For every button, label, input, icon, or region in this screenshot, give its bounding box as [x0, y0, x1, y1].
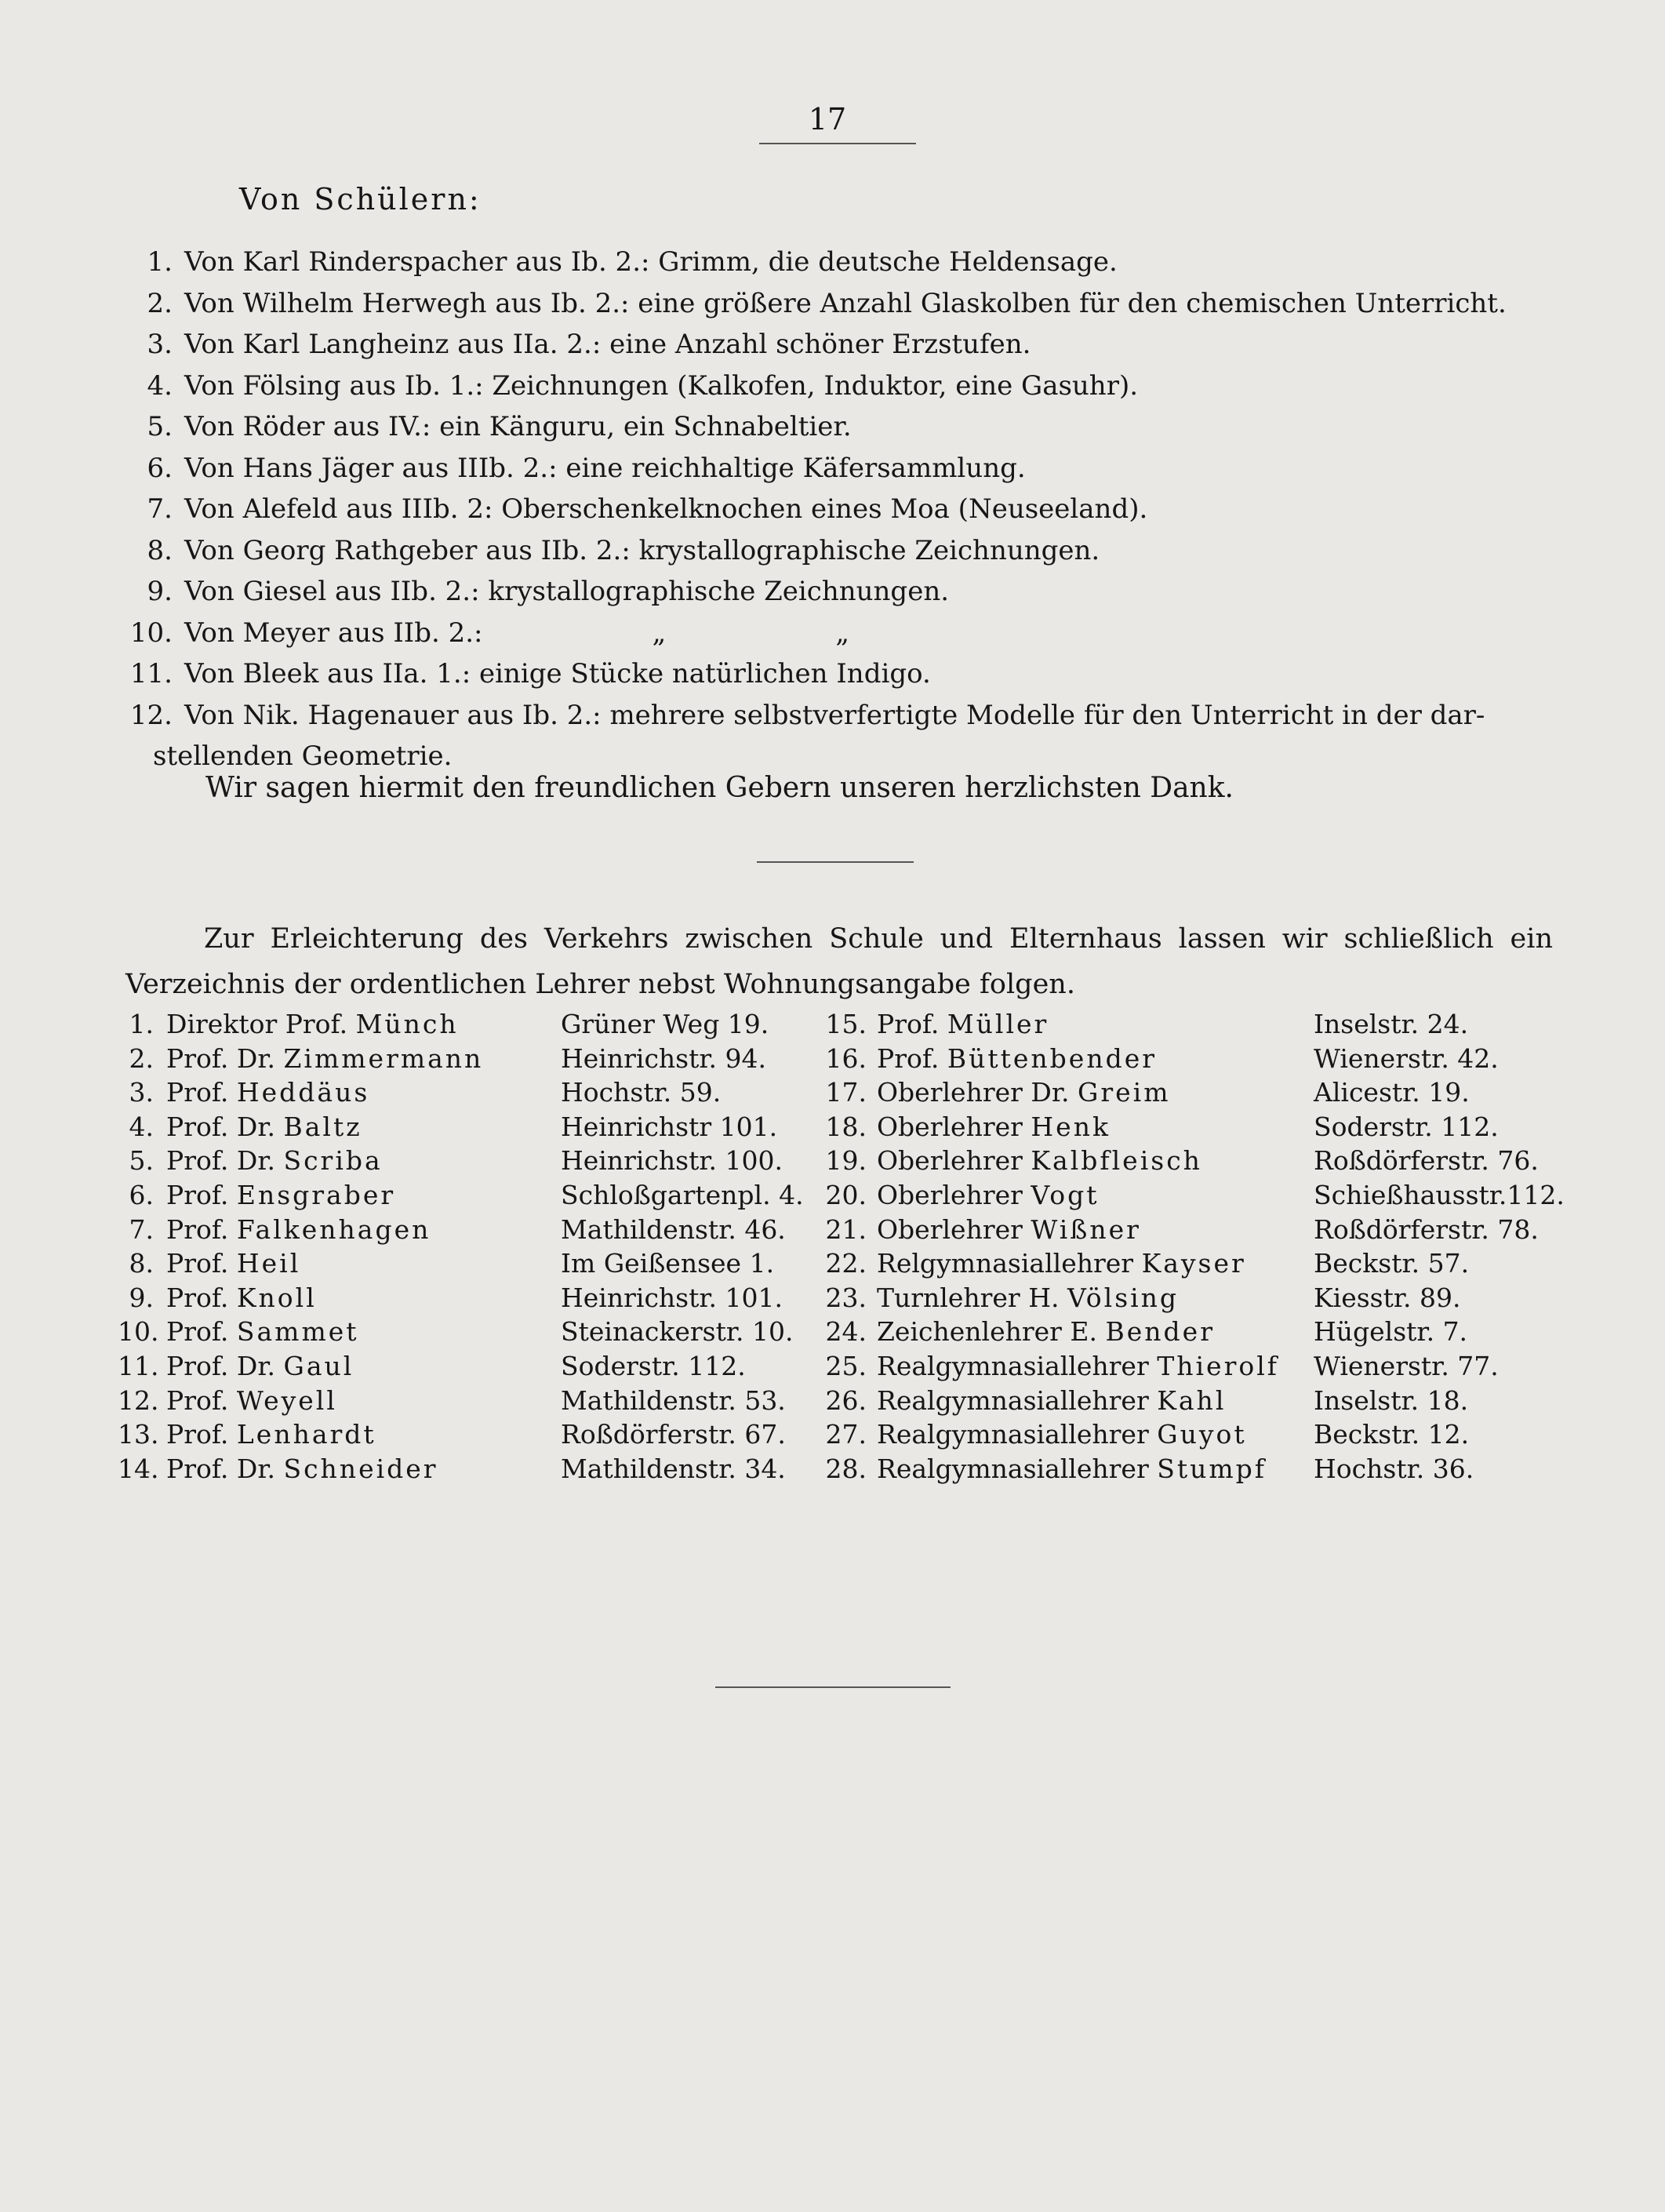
teacher-name	[166, 1417, 376, 1452]
teacher-row	[118, 1315, 1576, 1349]
section-heading: Von Schülern:	[239, 182, 482, 216]
donation-text: Von Fölsing aus Ib. 1.: Zeichnungen (Kalkofen, Induktor, eine Gasuhr).	[184, 369, 1139, 402]
teacher-surname: Heil	[236, 1248, 301, 1279]
teacher-surname: Stumpf	[1157, 1453, 1267, 1484]
teacher-name	[877, 1315, 1215, 1349]
teacher-name	[166, 1007, 459, 1042]
teacher-address: Inselstr. 24.	[1314, 1009, 1469, 1039]
teacher-row	[118, 1042, 1576, 1076]
teacher-title: Prof. Dr.	[166, 1042, 275, 1074]
teacher-number: 3.	[129, 1077, 154, 1108]
teacher-name	[877, 1144, 1202, 1178]
closing-thanks: Wir sagen hiermit den freundlichen Gebern unseren herzlichsten Dank.	[205, 772, 1234, 804]
end-divider	[715, 1686, 951, 1688]
teacher-title: Prof.	[166, 1384, 229, 1416]
donation-text: Von Giesel aus IIb. 2.: krystallographische Zeichnungen.	[184, 576, 950, 607]
teacher-address: Schloßgartenpl. 4.	[561, 1179, 804, 1210]
teacher-title: Realgymnasiallehrer	[877, 1453, 1149, 1484]
teacher-name	[166, 1042, 483, 1076]
donation-item	[118, 366, 1561, 407]
teacher-title: Prof. Dr.	[166, 1350, 275, 1381]
teacher-title: Prof.	[166, 1179, 229, 1210]
teacher-surname: Kalbfleisch	[1031, 1145, 1202, 1177]
teacher-surname: Knoll	[236, 1282, 317, 1313]
teacher-address: Roßdörferstr. 78.	[1314, 1213, 1539, 1245]
teacher-surname: Münch	[355, 1009, 459, 1039]
page-number: 17	[808, 102, 847, 136]
teacher-surname: Ensgraber	[236, 1179, 396, 1210]
teacher-title: Prof.	[166, 1248, 229, 1279]
teacher-address: Soderstr. 112.	[1314, 1111, 1499, 1142]
teacher-number: 24.	[825, 1316, 867, 1348]
teacher-name	[166, 1315, 359, 1349]
teacher-title: Realgymnasiallehrer	[877, 1384, 1149, 1416]
teacher-surname: Falkenhagen	[236, 1213, 431, 1245]
teacher-number: 23.	[825, 1282, 867, 1313]
teacher-title: Prof.	[166, 1077, 229, 1108]
teacher-name	[166, 1110, 362, 1144]
teacher-address: Kiesstr. 89.	[1314, 1282, 1461, 1313]
teacher-address: Beckstr. 57.	[1314, 1248, 1470, 1279]
teacher-title: Oberlehrer	[877, 1179, 1023, 1210]
teacher-title: Oberlehrer Dr.	[877, 1077, 1070, 1108]
teacher-row	[118, 1075, 1576, 1110]
teacher-name	[877, 1075, 1171, 1110]
donation-item	[118, 406, 1561, 448]
teacher-address: Im Geißensee 1.	[561, 1248, 775, 1279]
teacher-row	[118, 1144, 1576, 1178]
teacher-name	[877, 1384, 1226, 1418]
donation-text: Von Georg Rathgeber aus IIb. 2.: krystallographische Zeichnungen.	[184, 534, 1100, 566]
teacher-title: Prof. Dr.	[166, 1111, 275, 1142]
teacher-surname: Vogt	[1031, 1179, 1100, 1210]
teacher-title: Direktor Prof.	[166, 1009, 348, 1039]
teacher-surname: Zimmermann	[283, 1042, 484, 1074]
teacher-title: Turnlehrer H.	[877, 1282, 1060, 1313]
teacher-number: 12.	[118, 1384, 159, 1416]
teacher-surname: Gaul	[283, 1350, 354, 1381]
teacher-name	[877, 1349, 1279, 1384]
donation-item	[118, 613, 1561, 654]
teacher-address: Grüner Weg 19.	[561, 1009, 769, 1039]
teacher-list-intro: Zur Erleichterung des Verkehrs zwischen Schule und Elternhaus lassen wir schließlich ein Verzeichnis der ordentlichen Lehrer nebst Wohnungsangabe folgen.	[125, 923, 1553, 1000]
teacher-surname: Henk	[1031, 1111, 1111, 1142]
donation-list	[118, 242, 1561, 777]
teacher-surname: Schneider	[283, 1453, 438, 1484]
teacher-surname: Völsing	[1067, 1282, 1180, 1313]
teacher-address: Wienerstr. 77.	[1314, 1350, 1499, 1381]
teacher-number: 7.	[129, 1213, 154, 1245]
teacher-surname: Lenhardt	[236, 1419, 376, 1450]
teacher-surname: Sammet	[236, 1316, 359, 1348]
teacher-name	[166, 1384, 337, 1418]
teacher-surname: Kahl	[1157, 1384, 1227, 1416]
teacher-name	[166, 1349, 354, 1384]
teacher-surname: Heddäus	[236, 1077, 370, 1108]
teacher-surname: Kayser	[1141, 1248, 1246, 1279]
teacher-title: Zeichenlehrer E.	[877, 1316, 1098, 1348]
donation-item	[118, 283, 1561, 325]
teacher-number: 25.	[825, 1350, 867, 1381]
teacher-number: 27.	[825, 1419, 867, 1450]
teacher-number: 5.	[129, 1145, 154, 1177]
donation-text: Von Hans Jäger aus IIIb. 2.: eine reichhaltige Käfersammlung.	[184, 452, 1026, 484]
teacher-name	[877, 1110, 1111, 1144]
teacher-address: Beckstr. 12.	[1314, 1419, 1470, 1450]
teacher-row	[118, 1349, 1576, 1384]
teacher-number: 6.	[129, 1179, 154, 1210]
teacher-number: 22.	[825, 1248, 867, 1279]
teacher-surname: Wißner	[1031, 1213, 1141, 1245]
teacher-number: 2.	[129, 1042, 154, 1074]
teacher-title: Oberlehrer	[877, 1145, 1023, 1177]
teacher-address: Mathildenstr. 53.	[561, 1384, 786, 1416]
donation-number: 6.	[147, 452, 173, 484]
teacher-surname: Büttenbender	[947, 1042, 1158, 1074]
donation-item	[118, 448, 1561, 489]
donation-number: 3.	[147, 329, 173, 360]
teacher-address: Hochstr. 36.	[1314, 1453, 1474, 1484]
teacher-name	[877, 1178, 1099, 1213]
teacher-address: Heinrichstr 101.	[561, 1111, 778, 1142]
teacher-row	[118, 1110, 1576, 1144]
teacher-row	[118, 1281, 1576, 1315]
donation-item	[118, 653, 1561, 695]
teacher-name	[877, 1281, 1179, 1315]
teacher-number: 14.	[118, 1453, 159, 1484]
teacher-row	[118, 1213, 1576, 1247]
teacher-address: Roßdörferstr. 67.	[561, 1419, 786, 1450]
donation-number: 12.	[129, 699, 173, 731]
teacher-title: Prof.	[166, 1282, 229, 1313]
teacher-number: 19.	[825, 1145, 867, 1177]
teacher-row	[118, 1246, 1576, 1281]
donation-item	[118, 242, 1561, 283]
teacher-address: Steinackerstr. 10.	[561, 1316, 794, 1348]
teacher-number: 4.	[129, 1111, 154, 1142]
donation-text: Von Röder aus IV.: ein Känguru, ein Schnabeltier.	[184, 411, 852, 442]
teacher-name	[877, 1213, 1141, 1247]
teacher-address: Roßdörferstr. 76.	[1314, 1145, 1539, 1177]
page-number-rule	[759, 143, 916, 144]
teacher-title: Oberlehrer	[877, 1213, 1023, 1245]
teacher-address: Hochstr. 59.	[561, 1077, 722, 1108]
teacher-directory	[118, 1007, 1576, 1486]
teacher-title: Prof. Dr.	[166, 1145, 275, 1177]
teacher-address: Heinrichstr. 101.	[561, 1282, 783, 1313]
teacher-address: Wienerstr. 42.	[1314, 1042, 1499, 1074]
teacher-title: Prof.	[877, 1009, 940, 1039]
teacher-title: Prof.	[166, 1316, 229, 1348]
teacher-number: 8.	[129, 1248, 154, 1279]
donation-text: Von Wilhelm Herwegh aus Ib. 2.: eine größere Anzahl Glaskolben für den chemischen Unterricht.	[184, 287, 1507, 319]
teacher-name	[166, 1213, 431, 1247]
teacher-address: Alicestr. 19.	[1314, 1077, 1470, 1108]
teacher-surname: Müller	[947, 1009, 1049, 1039]
teacher-address: Inselstr. 18.	[1314, 1384, 1469, 1416]
teacher-surname: Guyot	[1157, 1419, 1247, 1450]
donation-number: 8.	[147, 534, 173, 566]
teacher-address: Soderstr. 112.	[561, 1350, 746, 1381]
teacher-number: 10.	[118, 1316, 159, 1348]
donation-number: 1.	[147, 246, 173, 278]
teacher-name	[877, 1452, 1267, 1486]
donation-number: 11.	[129, 658, 173, 689]
teacher-name	[877, 1042, 1157, 1076]
donation-number: 4.	[147, 369, 173, 402]
teacher-surname: Weyell	[236, 1384, 337, 1416]
teacher-number: 21.	[825, 1213, 867, 1245]
teacher-number: 16.	[825, 1042, 867, 1074]
teacher-surname: Scriba	[283, 1145, 383, 1177]
donation-text: Von Karl Rinderspacher aus Ib. 2.: Grimm, die deutsche Heldensage.	[184, 246, 1118, 278]
teacher-name	[877, 1417, 1247, 1452]
teacher-name	[877, 1246, 1246, 1281]
teacher-title: Prof.	[166, 1419, 229, 1450]
teacher-row	[118, 1178, 1576, 1213]
donation-item	[118, 530, 1561, 572]
teacher-name	[166, 1144, 383, 1178]
teacher-number: 20.	[825, 1179, 867, 1210]
teacher-name	[877, 1007, 1049, 1042]
donation-text-continuation: stellenden Geometrie.	[153, 740, 453, 772]
donation-text: Von Meyer aus IIb. 2.: „ „	[184, 617, 850, 649]
donation-item	[118, 489, 1561, 530]
teacher-row	[118, 1384, 1576, 1418]
teacher-address: Heinrichstr. 100.	[561, 1145, 783, 1177]
donation-number: 9.	[147, 576, 173, 607]
donation-item	[118, 324, 1561, 366]
teacher-row	[118, 1007, 1576, 1042]
donation-number: 5.	[147, 411, 173, 442]
teacher-name	[166, 1246, 300, 1281]
teacher-number: 13.	[118, 1419, 159, 1450]
teacher-number: 9.	[129, 1282, 154, 1313]
teacher-name	[166, 1452, 438, 1486]
donation-number: 10.	[129, 617, 173, 649]
teacher-surname: Bender	[1105, 1316, 1215, 1348]
donation-number: 7.	[147, 493, 173, 525]
teacher-number: 28.	[825, 1453, 867, 1484]
donation-text: Von Nik. Hagenauer aus Ib. 2.: mehrere selbstverfertigte Modelle für den Unterricht in der dar-	[184, 699, 1485, 731]
teacher-number: 26.	[825, 1384, 867, 1416]
teacher-address: Mathildenstr. 46.	[561, 1213, 786, 1245]
teacher-name	[166, 1075, 369, 1110]
teacher-title: Realgymnasiallehrer	[877, 1350, 1149, 1381]
teacher-title: Prof.	[877, 1042, 940, 1074]
teacher-number: 17.	[825, 1077, 867, 1108]
donation-text: Von Alefeld aus IIIb. 2: Oberschenkelknochen eines Moa (Neuseeland).	[184, 493, 1148, 525]
teacher-address: Schießhausstr.112.	[1314, 1179, 1565, 1210]
teacher-row	[118, 1417, 1576, 1452]
teacher-title: Oberlehrer	[877, 1111, 1023, 1142]
teacher-address: Heinrichstr. 94.	[561, 1042, 766, 1074]
donation-item	[118, 571, 1561, 613]
teacher-name	[166, 1281, 317, 1315]
donation-item	[118, 695, 1561, 737]
teacher-row	[118, 1452, 1576, 1486]
section-divider	[757, 861, 914, 863]
teacher-address: Mathildenstr. 34.	[561, 1453, 786, 1484]
teacher-title: Realgymnasiallehrer	[877, 1419, 1149, 1450]
teacher-number: 18.	[825, 1111, 867, 1142]
donation-text: Von Bleek aus IIa. 1.: einige Stücke natürlichen Indigo.	[184, 658, 931, 689]
teacher-surname: Thierolf	[1157, 1350, 1279, 1381]
teacher-name	[166, 1178, 395, 1213]
teacher-title: Prof. Dr.	[166, 1453, 275, 1484]
teacher-surname: Greim	[1078, 1077, 1171, 1108]
teacher-title: Relgymnasiallehrer	[877, 1248, 1134, 1279]
teacher-number: 11.	[118, 1350, 159, 1381]
teacher-title: Prof.	[166, 1213, 229, 1245]
donation-text: Von Karl Langheinz aus IIa. 2.: eine Anzahl schöner Erzstufen.	[184, 329, 1031, 360]
donation-number: 2.	[147, 287, 173, 319]
teacher-number: 15.	[825, 1009, 867, 1039]
teacher-number: 1.	[129, 1009, 154, 1039]
teacher-address: Hügelstr. 7.	[1314, 1316, 1468, 1348]
teacher-surname: Baltz	[283, 1111, 362, 1142]
